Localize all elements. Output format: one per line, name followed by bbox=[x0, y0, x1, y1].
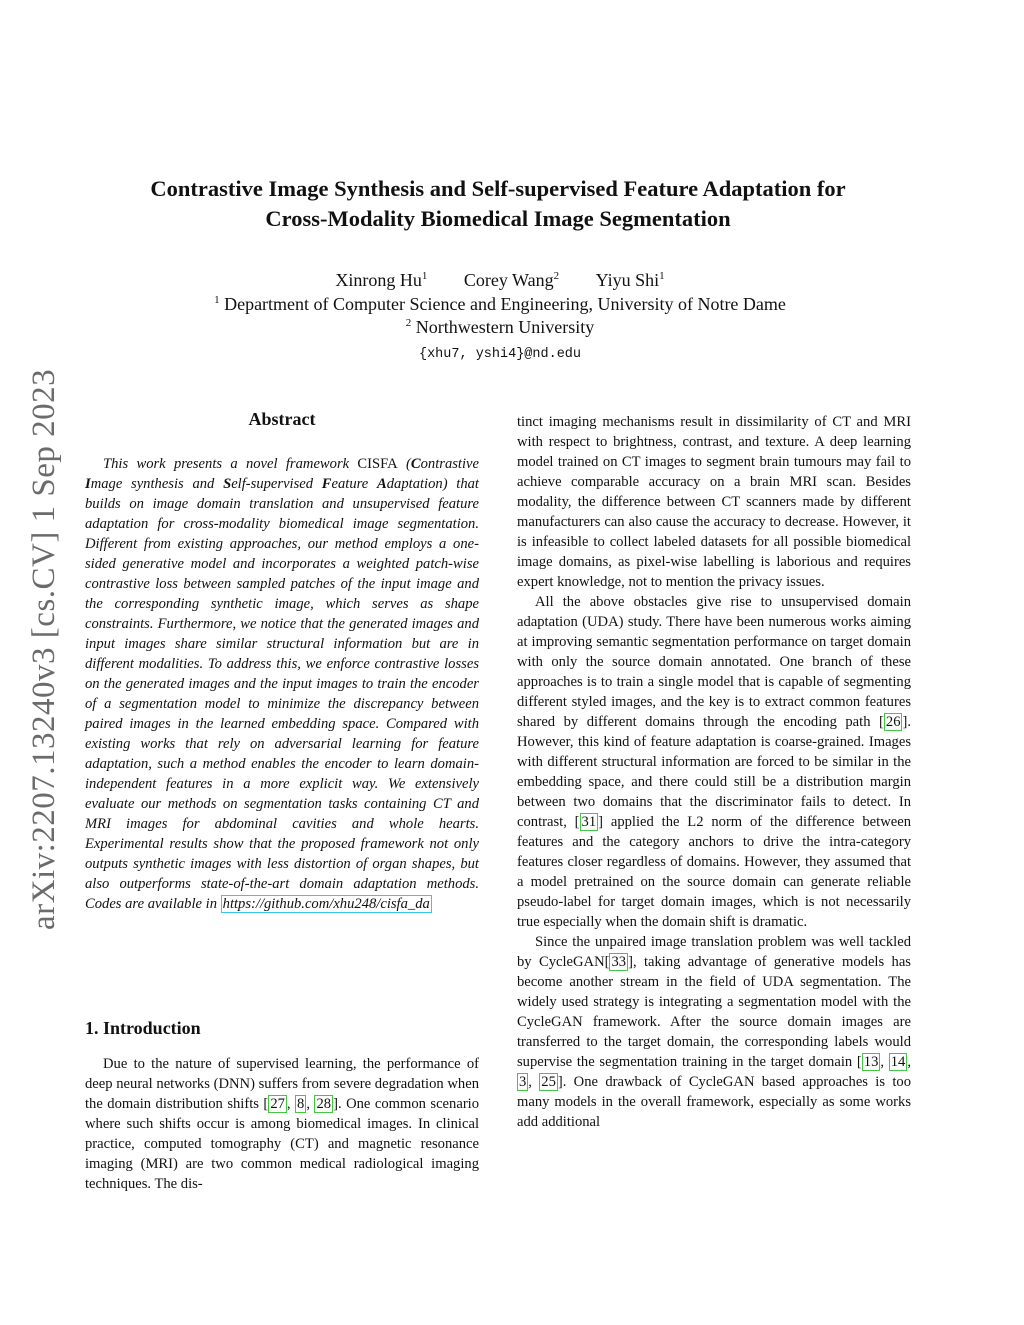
abstract-text: This work presents a novel framework CISFA (Contrastive Image synthesis and Self-supervised Feature Adaptation) that builds on image domain translation and unsupervised feature adaptation for cross-modality biomedical image segmentation. Different from existing approaches, our method employs a one-sided generative model and incorporates a weighted patch-wise contrastive loss between sampled patches of the input image and the corresponding synthetic image, which serves as shape constraints. Furthermore, we notice that the generated images and input images share similar structural information but are in different modalities. To address this, we enforce contrastive losses on the generated images and the input images to train the encoder of a segmentation model to minimize the discrepancy between paired images in the learned embedding space. Compared with existing works that rely on adversarial learning for feature adaptation, such a method enables the encoder to learn domain-independent features in a more explicit way. We extensively evaluate our methods on segmentation tasks containing CT and MRI images for abdominal cavities and whole hearts. Experimental results show that the proposed framework not only outputs synthetic images with less distortion of organ shapes, but also outperforms state-of-the-art domain adaptation methods. Codes are available in https://github.com/xhu248/cisfa_da bbox=[85, 456, 479, 912]
abstract-heading: Abstract bbox=[248, 409, 316, 429]
citation-link[interactable]: 8 bbox=[297, 1096, 305, 1112]
arxiv-identifier: arXiv:2207.13240v3 [cs.CV] 1 Sep 2023 bbox=[26, 368, 62, 930]
citation-link[interactable]: 26 bbox=[885, 714, 901, 730]
contact-email: {xhu7, yshi4}@nd.edu bbox=[418, 347, 582, 362]
author-list bbox=[0, 270, 1000, 291]
affiliation-2: $^2$ Northwestern University bbox=[405, 317, 595, 337]
code-link[interactable]: https://github.com/xhu248/cisfa_da bbox=[222, 896, 430, 912]
citation-link[interactable]: 25 bbox=[541, 1074, 556, 1090]
citation-link[interactable]: 14 bbox=[890, 1054, 906, 1070]
affiliation-1: $^1$ Department of Computer Science and Engineering, University of Notre Dame bbox=[214, 294, 786, 314]
right-column-text bbox=[517, 412, 911, 1132]
paragraph: All the above obstacles give rise to unsupervised domain adaptation (UDA) study. There have been numerous works aiming at improving semantic segmentation performance on target domain with only the source domain annotated. One branch of these approaches is to train a single model that is capable of segmenting different styled images, and the key is to extract common features shared by different domains through the encoding path [ 26 ]. However, this kind of feature adaptation is coarse-grained. Images with different structural information are forced to be similar in the embedding space, and there could still be a distribution margin between two domains that the discriminator fails to detect. In contrast, [ 31 ] applied the L2 norm of the difference between features and the category anchors to drive the intra-category features closer regardless of domains. However, they assumed that a model pretrained on the source domain can generate reliable pseudo-label for target domain images, which is not necessarily true especially when the domain shift is dramatic. bbox=[517, 594, 911, 930]
author: Xinrong Hu$^1$ bbox=[335, 270, 428, 290]
paragraph: tinct imaging mechanisms result in dissimilarity of CT and MRI with respect to brightness, contrast, and texture. A deep learning model trained on CT images to segment brain tumours may fail to achieve comparable accuracy on a brain MRI scan. Besides modality, the difference between CT scanners made by different manufacturers can also cause the accuracy to decrease. However, it is infeasible to collect labeled datasets for all possible biomedical image domains, as pixel-wise labelling is laborious and requires expert knowledge, not to mention the privacy issues. bbox=[517, 414, 911, 590]
paragraph: Since the unpaired image translation problem was well tackled by CycleGAN[ 33 ], taking advantage of generative models has become another stream in the field of UDA segmentation. The widely used strategy is integrating a segmentation model with the CycleGAN framework. After the source domain images are transferred to the target domain, the corresponding labels would supervise the segmentation training in the target domain [ 13 , 14 , 3 , 25 ]. One drawback of CycleGAN based approaches is too many models in the overall framework, especially as some works add additional bbox=[517, 934, 911, 1130]
citation-link[interactable]: 3 bbox=[519, 1074, 527, 1090]
author: Corey Wang$^2$ bbox=[463, 270, 560, 290]
title-line-1: Contrastive Image Synthesis and Self-supervised Feature Adaptation for bbox=[150, 176, 846, 201]
author: Yiyu Shi$^1$ bbox=[595, 270, 665, 290]
citation-link[interactable]: 27 bbox=[270, 1096, 285, 1112]
citation-link[interactable]: 28 bbox=[316, 1096, 332, 1112]
section-heading-introduction: 1. Introduction bbox=[85, 1018, 201, 1038]
citation-link[interactable]: 13 bbox=[863, 1054, 879, 1070]
citation-link[interactable]: 31 bbox=[581, 814, 597, 830]
introduction-text: Due to the nature of supervised learning, the performance of deep neural networks (DNN) suffers from severe degradation when the domain distribution shifts [ 27 , 8 , 28 ]. One common scenario where such shifts occur is among biomedical images. In clinical practice, computed tomography (CT) and magnetic resonance imaging (MRI) are two common medical radiological imaging techniques. The dis- bbox=[85, 1056, 480, 1192]
title-line-2: Cross-Modality Biomedical Image Segmentation bbox=[265, 206, 731, 231]
paper-title bbox=[100, 174, 896, 234]
citation-link[interactable]: 33 bbox=[611, 954, 627, 970]
